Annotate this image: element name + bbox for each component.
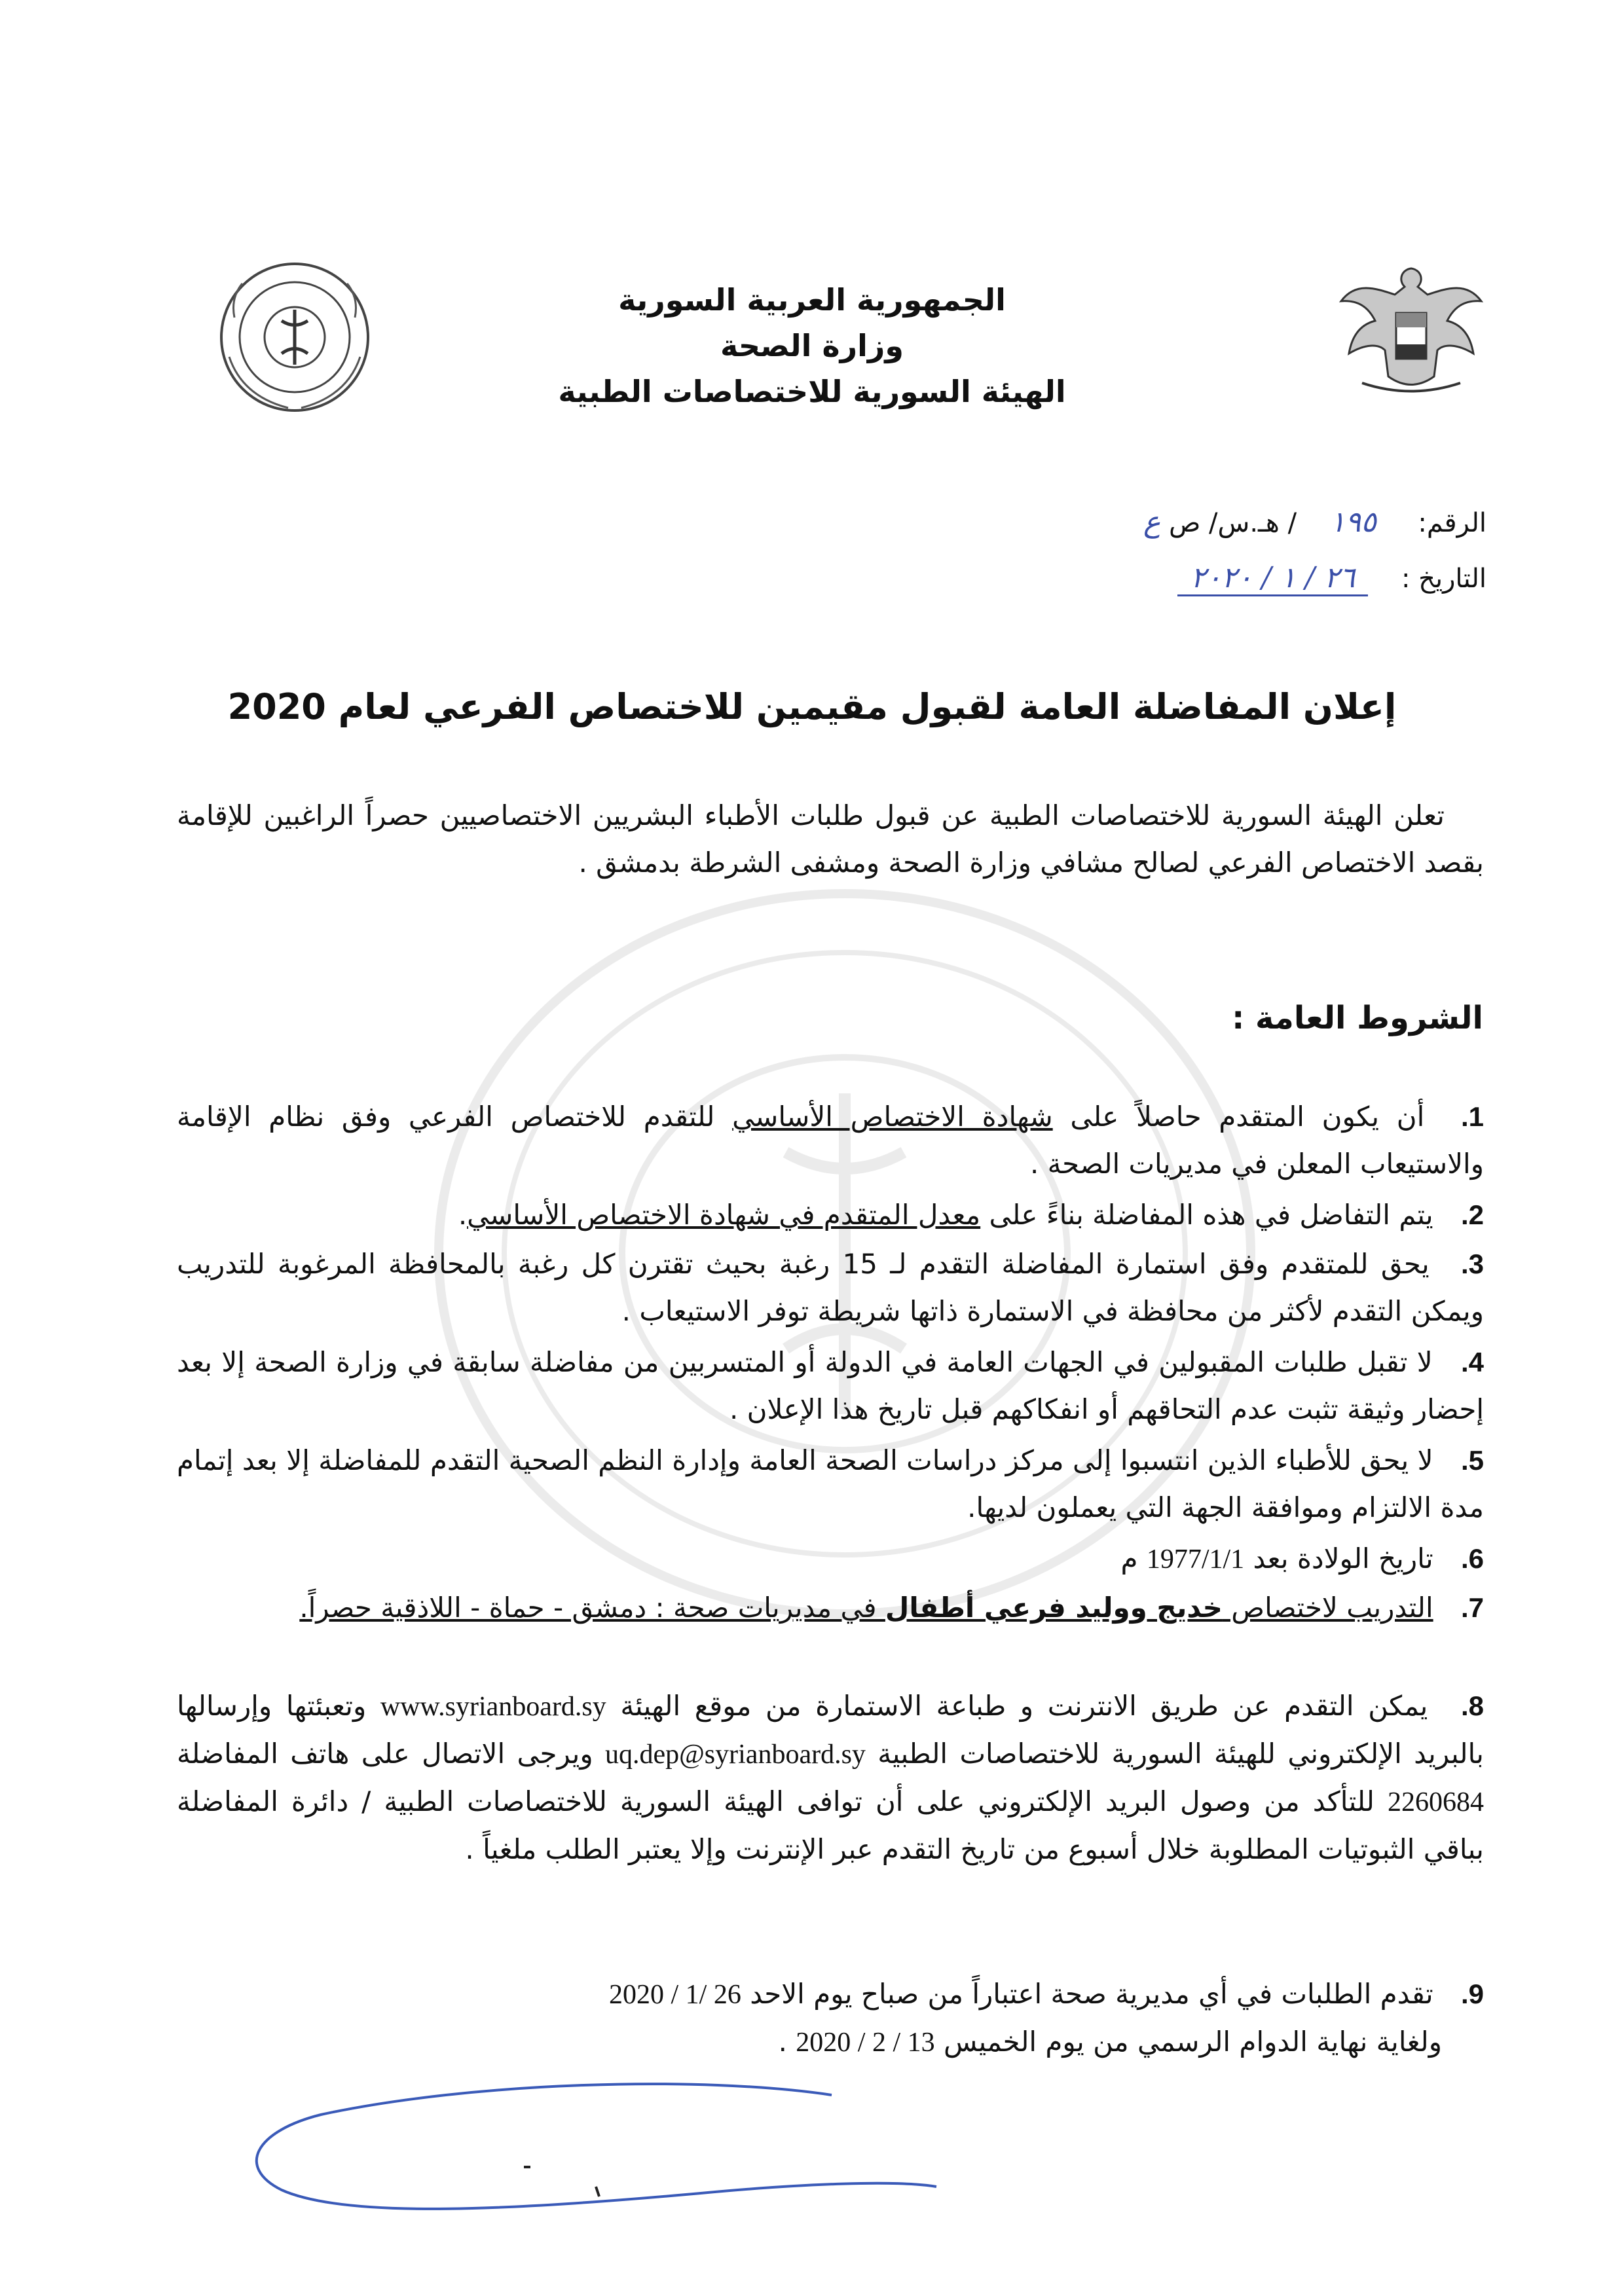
item-text: يمكن التقدم عن طريق الانترنت و طباعة الاستمارة من موقع الهيئة — [606, 1690, 1428, 1722]
item-number: 9. — [1460, 1978, 1484, 2009]
header-ministry: وزارة الصحة — [720, 328, 904, 363]
item-text: للتقدم للاختصاص الفرعي وفق نظام الإقامة والاستيعاب المعلن في مديريات الصحة . — [177, 1101, 1484, 1180]
email-link[interactable]: uq.dep@syrianboard.sy — [604, 1740, 866, 1770]
condition-item-2 — [177, 1192, 1484, 1239]
condition-item-6 — [177, 1535, 1484, 1583]
condition-item-4 — [177, 1339, 1484, 1433]
item-number: 6. — [1460, 1543, 1484, 1574]
end-date: 2020 / 2 / 13 — [796, 2028, 935, 2058]
condition-item-7 — [177, 1584, 1484, 1631]
item-text: في مديريات صحة : دمشق - حماة - اللاذقية حصراً. — [299, 1592, 885, 1624]
condition-item-9 — [177, 1971, 1484, 2066]
ref-date-label: التاريخ : — [1401, 564, 1486, 594]
item-text: يتم التفاضل في هذه المفاضلة بناءً على — [980, 1199, 1433, 1231]
item-text: التدريب لاختصاص — [1222, 1592, 1433, 1624]
item-text: وتعبئتها وإرسالها بالبريد الإلكتروني للهيئة السورية للاختصاصات الطبية — [177, 1690, 1485, 1770]
ref-number-suffix: / هـ.س/ ص — [1168, 508, 1297, 538]
item-number: 1. — [1460, 1101, 1484, 1132]
ref-number-label: الرقم: — [1418, 508, 1486, 538]
item-text: يحق للمتقدم وفق استمارة المفاضلة التقدم لـ 15 رغبة بحيث تقترن كل رغبة بالمحافظة المرغوبة للتدريب ويمكن التقدم لأكثر من محافظة في الاستمارة ذاتها شريطة توفر الاستيعاب . — [177, 1248, 1484, 1327]
item-text: م — [1120, 1542, 1147, 1575]
item-text: أن يكون المتقدم حاصلاً على — [1052, 1101, 1425, 1133]
intro-paragraph: تعلن الهيئة السورية للاختصاصات الطبية عن قبول طلبات الأطباء البشريين الاختصاصيين حصراً الراغبين للإقامة بقصد الاختصاص الفرعي لصالح مشافي وزارة الصحة ومشفى الشرطة بدمشق . — [177, 799, 1484, 879]
item-text: لا تقبل طلبات المقبولين في الجهات العامة في الدولة أو المتسربين من مفاضلة سابقة في وزارة الصحة إلا بعد إحضار وثيقة تثبت عدم التحاقهم أو انفكاكهم قبل تاريخ هذا الإعلان . — [177, 1346, 1484, 1425]
syrian-eagle-emblem — [1336, 262, 1486, 399]
birth-date-cutoff: 1977/1/1 — [1146, 1544, 1245, 1575]
item-number: 7. — [1460, 1592, 1484, 1623]
announcement-title: إعلان المفاضلة العامة لقبول مقيمين للاختصاص الفرعي لعام 2020 — [227, 686, 1397, 727]
item-number: 3. — [1460, 1248, 1484, 1279]
condition-item-8 — [177, 1683, 1484, 1873]
item-number: 5. — [1460, 1445, 1484, 1476]
item-underlined-text: شهادة الاختصاص الأساسي — [732, 1101, 1053, 1133]
item-text: للتأكد من وصول البريد الإلكتروني على أن توافى الهيئة السورية للاختصاصات الطبية / دائرة المفاضلة بباقي الثبوتيات المطلوبة خلال أسبوع من تاريخ التقدم عبر الإنترنت وإلا يعتبر الطلب ملغياً . — [177, 1785, 1484, 1865]
item-text: تقدم الطلبات في أي مديرية صحة اعتباراً من صباح يوم الاحد — [741, 1978, 1433, 2010]
header-board: الهيئة السورية للاختصاصات الطبية — [558, 374, 1066, 409]
item-number: 8. — [1460, 1690, 1484, 1721]
item-text: . — [778, 2026, 796, 2058]
board-seal-logo — [216, 259, 373, 416]
ref-number-handwritten-suffix: ع — [1143, 505, 1161, 539]
condition-item-3 — [177, 1241, 1484, 1335]
item-text: ويرجى الاتصال على هاتف المفاضلة — [177, 1738, 605, 1770]
ref-date-handwritten: ٢٦ / ١ / ٢٠٢٠ — [1177, 561, 1368, 596]
start-date: 2020 / 1/ 26 — [609, 1980, 741, 2010]
item-text: . — [458, 1199, 468, 1231]
item-underlined-text: معدل المتقدم في شهادة الاختصاص الأساسي — [467, 1199, 981, 1231]
header-country: الجمهورية العربية السورية — [618, 282, 1006, 318]
item-number: 2. — [1460, 1199, 1484, 1230]
item-text: تاريخ الولادة بعد — [1244, 1542, 1433, 1575]
condition-item-1 — [177, 1093, 1484, 1188]
item-number: 4. — [1460, 1347, 1484, 1377]
handwritten-signature — [242, 2069, 963, 2219]
specialty-name: خديج ووليد فرعي أطفال — [885, 1592, 1223, 1624]
condition-item-5 — [177, 1437, 1484, 1531]
item-text: ولغاية نهاية الدوام الرسمي من يوم الخميس — [934, 2026, 1442, 2058]
reference-number — [1143, 504, 1486, 541]
website-link[interactable]: www.syrianboard.sy — [380, 1692, 606, 1722]
item-text: لا يحق للأطباء الذين انتسبوا إلى مركز دراسات الصحة العامة وإدارة النظم الصحية التقدم للمفاضلة إلا بعد إتمام مدة الالتزام وموافقة الجهة التي يعملون لديها. — [177, 1444, 1484, 1523]
ref-number-handwritten: ١٩٥ — [1329, 505, 1376, 539]
phone-number: 2260684 — [1388, 1787, 1484, 1817]
reference-date — [1177, 560, 1486, 597]
conditions-heading: الشروط العامة : — [1232, 1000, 1483, 1036]
